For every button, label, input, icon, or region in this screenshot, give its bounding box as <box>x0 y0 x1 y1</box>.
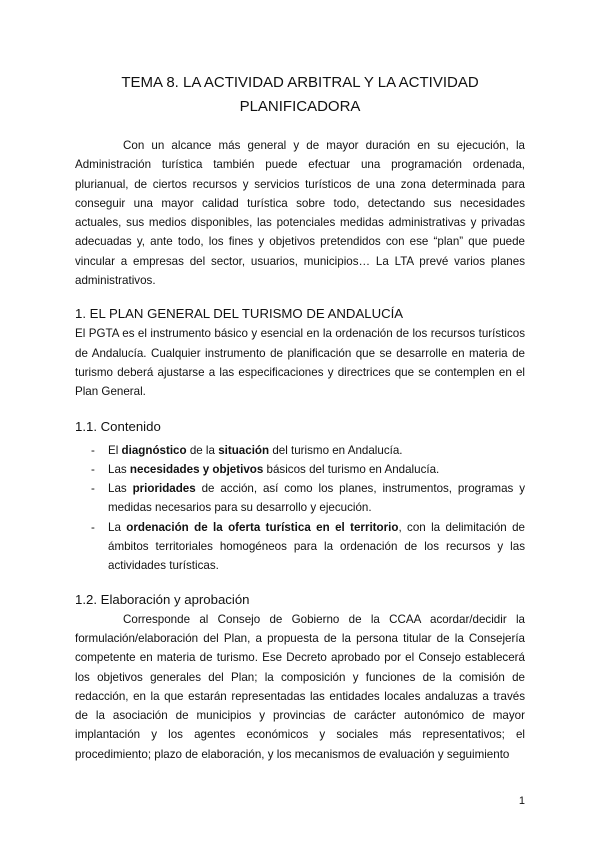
list-item <box>75 518 525 576</box>
section-heading-contenido: 1.1. Contenido <box>75 418 161 434</box>
list-item-text: Las <box>108 482 133 496</box>
dash-bullet: - <box>91 443 95 457</box>
section-heading-plan-general: 1. EL PLAN GENERAL DEL TURISMO DE ANDALUCÍA <box>75 306 404 322</box>
dash-bullet: - <box>91 462 95 476</box>
page-number: 1 <box>518 795 525 807</box>
list-item-text: El <box>108 443 122 457</box>
list-item-text: La <box>108 520 127 534</box>
list-item-bold: ordenación de la oferta turística en el territorio <box>126 520 399 534</box>
list-item-bold: prioridades <box>132 482 196 496</box>
document-title: TEMA 8. LA ACTIVIDAD ARBITRAL Y LA ACTIVIDAD PLANIFICADORA <box>121 74 479 115</box>
list-item-text: , con la delimitación de ámbitos territoriales homogéneos para la ordenación de los recursos y las actividades turísticas. <box>108 520 525 573</box>
section-plan-general-paragraph: El PGTA es el instrumento básico y esencial en la ordenación de los recursos turísticos de Andalucía. Cualquier instrumento de planificación que se desarrolle en materia de turismo deberá ajustarse a las especificaciones y directrices que se contemplen en el Plan General. <box>75 327 525 399</box>
section-heading-elaboracion: 1.2. Elaboración y aprobación <box>75 591 250 607</box>
list-item <box>75 441 525 460</box>
dash-bullet: - <box>91 520 95 534</box>
list-item-text: de acción, así como los planes, instrumentos, programas y medidas necesarios para su desarrollo y ejecución. <box>108 482 525 515</box>
intro-paragraph: Con un alcance más general y de mayor duración en su ejecución, la Administración turística también puede efectuar una programación ordenada, plurianual, de ciertos recursos y servicios turísticos de una zona determinada para conseguir una mayor calidad turística sobre todo, detectando sus necesidades actuales, sus medios disponibles, las potenciales medidas administrativas y privadas adecuadas y, ante todo, los fines y objetivos pretendidos con ese “plan” que puede vincular a empresas del sector, usuarios, municipios… La LTA prevé varios planes administrativos. <box>75 139 525 288</box>
list-item-text: de la <box>186 443 219 457</box>
list-item <box>75 479 525 518</box>
list-item-text: Las <box>108 462 130 476</box>
list-item-text: del turismo en Andalucía. <box>269 443 403 457</box>
section-elaboracion-paragraph: Corresponde al Consejo de Gobierno de la CCAA acordar/decidir la formulación/elaboración del Plan, a propuesta de la persona titular de la Consejería competente en materia de turismo. Ese Decreto aprobado por el Consejo establecerá los objetivos generales del Plan; la composición y funciones de la comisión de redacción, en la que estarán representadas las entidades locales andaluzas a través de la asociación de municipios y provincias de carácter autonómico de mayor implantación y los agentes económicos y sociales más representativos; el procedimiento; plazo de elaboración, y los mecanismos de evaluación y seguimiento <box>75 612 525 761</box>
list-item-bold: situación <box>218 443 270 457</box>
contenido-list <box>75 441 525 576</box>
dash-bullet: - <box>91 482 95 496</box>
list-item-bold: necesidades y objetivos <box>129 462 264 476</box>
list-item-text: básicos del turismo en Andalucía. <box>263 462 440 476</box>
list-item-bold: diagnóstico <box>121 443 187 457</box>
list-item <box>75 460 525 479</box>
